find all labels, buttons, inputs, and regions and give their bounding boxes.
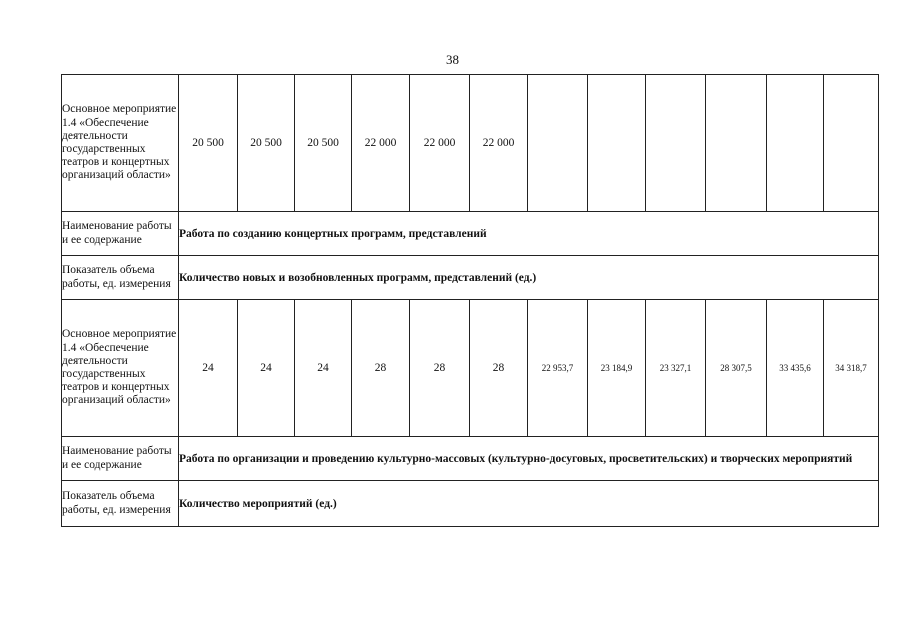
value-cell: 24	[295, 300, 352, 437]
value-cell: 22 000	[410, 75, 470, 212]
value-cell	[824, 75, 879, 212]
value-cell: 28	[410, 300, 470, 437]
value-cell: 24	[179, 300, 238, 437]
value-cell: 20 500	[238, 75, 295, 212]
value-cell: 24	[238, 300, 295, 437]
indicator-description: Количество мероприятий (ед.)	[179, 481, 879, 527]
value-cell: 23 184,9	[588, 300, 646, 437]
value-cell: 34 318,7	[824, 300, 879, 437]
value-cell: 28	[352, 300, 410, 437]
row-label: Основное мероприятие 1.4 «Обеспечение деятельности государственных театров и концертных организаций области»	[62, 75, 179, 212]
value-cell: 22 000	[352, 75, 410, 212]
row-label: Показатель объема работы, ед. измерения	[62, 481, 179, 527]
work-description: Работа по организации и проведению культурно-массовых (культурно-досуговых, просветительских) и творческих мероприятий	[179, 437, 879, 481]
table-row	[62, 437, 879, 481]
table-row	[62, 212, 879, 256]
row-label: Показатель объема работы, ед. измерения	[62, 256, 179, 300]
value-cell	[767, 75, 824, 212]
value-cell: 28 307,5	[706, 300, 767, 437]
table-row	[62, 481, 879, 527]
work-description: Работа по созданию концертных программ, представлений	[179, 212, 879, 256]
value-cell: 20 500	[179, 75, 238, 212]
row-label: Наименование работы и ее содержание	[62, 437, 179, 481]
value-cell	[706, 75, 767, 212]
page-number: 38	[446, 52, 459, 67]
value-cell	[528, 75, 588, 212]
row-label: Наименование работы и ее содержание	[62, 212, 179, 256]
table-row	[62, 75, 879, 212]
value-cell	[588, 75, 646, 212]
document-table	[61, 74, 879, 527]
table-row	[62, 256, 879, 300]
value-cell	[646, 75, 706, 212]
value-cell: 23 327,1	[646, 300, 706, 437]
value-cell: 28	[470, 300, 528, 437]
value-cell: 20 500	[295, 75, 352, 212]
value-cell: 22 953,7	[528, 300, 588, 437]
value-cell: 22 000	[470, 75, 528, 212]
value-cell: 33 435,6	[767, 300, 824, 437]
row-label: Основное мероприятие 1.4 «Обеспечение деятельности государственных театров и концертных организаций области»	[62, 300, 179, 437]
table-row	[62, 300, 879, 437]
indicator-description: Количество новых и возобновленных программ, представлений (ед.)	[179, 256, 879, 300]
